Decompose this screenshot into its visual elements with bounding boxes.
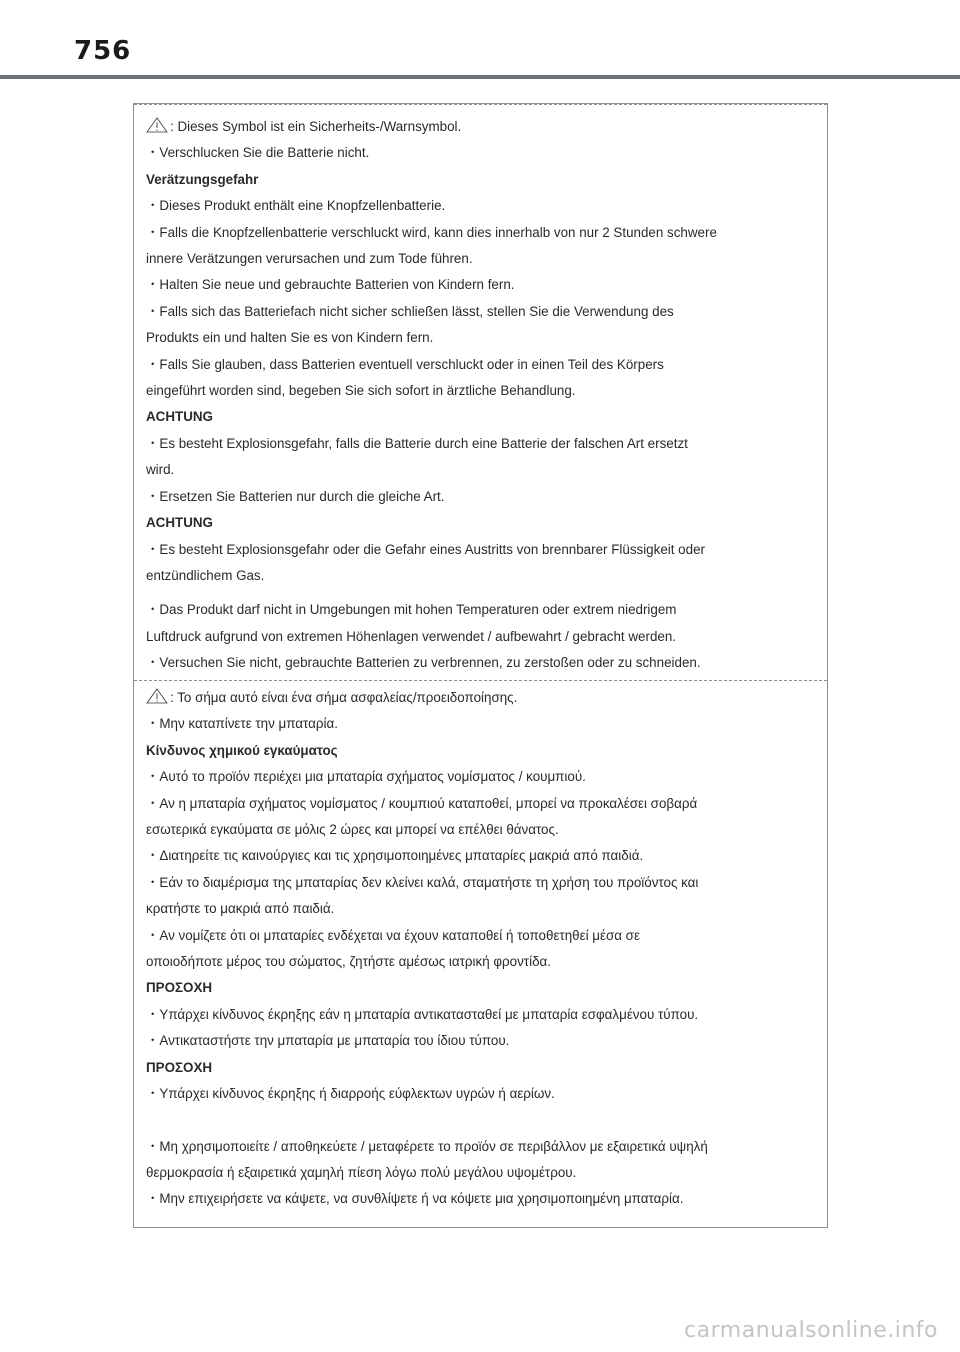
greek-line: ・Εάν το διαμέρισμα της μπαταρίας δεν κλείνει καλά, σταματήστε τη χρήση του προϊόντος και [146,874,699,890]
german-warning-section [146,114,813,677]
header-divider [0,75,960,79]
german-line: eingeführt worden sind, begeben Sie sich sofort in ärztliche Behandlung. [146,383,576,399]
footer-watermark: carmanualsonline.info [684,1318,938,1343]
warning-triangle-icon [146,117,168,133]
greek-heading: ΠΡΟΣΟΧΗ [146,980,213,996]
german-line: ・Es besteht Explosionsgefahr, falls die Batterie durch eine Batterie der falschen Art ersetzt [146,435,688,451]
battery-warning-box [133,103,828,1228]
german-line: Produkts ein und halten Sie es von Kindern fern. [146,330,434,346]
top-dashed-divider [134,104,827,105]
german-heading: Verätzungsgefahr [146,171,259,187]
german-line: Luftdruck aufgrund von extremen Höhenlagen verwendet / aufbewahrt / gebracht werden. [146,628,677,644]
german-line: ・Falls sich das Batteriefach nicht sicher schließen lässt, stellen Sie die Verwendung des [146,303,674,319]
greek-heading: Κίνδυνος χημικού εγκαύματος [146,742,338,758]
greek-heading: ΠΡΟΣΟΧΗ [146,1059,213,1075]
german-line: ・Es besteht Explosionsgefahr oder die Gefahr eines Austritts von brennbarer Flüssigkeit oder [146,541,705,557]
greek-line: εσωτερικά εγκαύματα σε μόλις 2 ώρες και μπορεί να επέλθει θάνατος. [146,822,559,838]
german-line: ・Das Produkt darf nicht in Umgebungen mit hohen Temperaturen oder extrem niedrigem [146,602,677,618]
page-number: 756 [74,36,132,66]
greek-line: ・Υπάρχει κίνδυνος έκρηξης εάν η μπαταρία αντικατασταθεί με μπαταρία εσφαλμένου τύπου. [146,1006,699,1022]
greek-line: ・Μην επιχειρήσετε να κάψετε, να συνθλίψετε ή να κόψετε μια χρησιμοποιημένη μπαταρία. [146,1191,684,1207]
greek-line: ・Υπάρχει κίνδυνος έκρηξης ή διαρροής εύφλεκτων υγρών ή αερίων. [146,1086,555,1102]
greek-line: ・Αν νομίζετε ότι οι μπαταρίες ενδέχεται να έχουν καταποθεί ή τοποθετηθεί μέσα σε [146,927,640,943]
greek-line: ・Αυτό το προϊόν περιέχει μια μπαταρία σχήματος νομίσματος / κουμπιού. [146,769,586,785]
greek-line: ・Μην καταπίνετε την μπαταρία. [146,716,338,732]
german-line: ・Halten Sie neue und gebrauchte Batterien von Kindern fern. [146,277,515,293]
german-line: entzündlichem Gas. [146,567,265,583]
greek-line: ・Αν η μπαταρία σχήματος νομίσματος / κουμπιού καταποθεί, μπορεί να προκαλέσει σοβαρά [146,795,698,811]
german-line: innere Verätzungen verursachen und zum Tode führen. [146,251,473,267]
greek-line: θερμοκρασία ή εξαιρετικά χαμηλή πίεση λόγω πολύ μεγάλου υψομέτρου. [146,1164,577,1180]
greek-warning-section [146,685,813,1213]
german-line: ・Dieses Produkt enthält eine Knopfzellenbatterie. [146,198,446,214]
german-symbol-line: : Dieses Symbol ist ein Sicherheits-/Warnsymbol. [146,114,813,140]
greek-line: ・Αντικαταστήστε την μπαταρία με μπαταρία του ίδιου τύπου. [146,1033,510,1049]
warning-triangle-icon [146,688,168,704]
greek-line: οποιοδήποτε μέρος του σώματος, ζητήστε αμέσως ιατρική φροντίδα. [146,954,551,970]
german-line: ・Falls Sie glauben, dass Batterien eventuell verschluckt oder in einen Teil des Körpers [146,356,664,372]
german-line: ・Verschlucken Sie die Batterie nicht. [146,145,370,161]
greek-line: κρατήστε το μακριά από παιδιά. [146,901,335,917]
german-line: wird. [146,462,175,478]
german-line: ・Versuchen Sie nicht, gebrauchte Batterien zu verbrennen, zu zerstoßen oder zu schneiden. [146,655,701,671]
greek-line: ・Μη χρησιμοποιείτε / αποθηκεύετε / μεταφέρετε το προϊόν σε περιβάλλον με εξαιρετικά υψηλή [146,1138,708,1154]
german-line: ・Falls die Knopfzellenbatterie verschluckt wird, kann dies innerhalb von nur 2 Stunden schwere [146,224,717,240]
german-heading: ACHTUNG [146,515,213,531]
spacer [146,1108,813,1134]
greek-line: ・Διατηρείτε τις καινούργιες και τις χρησιμοποιημένες μπαταρίες μακριά από παιδιά. [146,848,644,864]
german-line: ・Ersetzen Sie Batterien nur durch die gleiche Art. [146,488,445,504]
middle-dashed-divider [134,680,827,681]
spacer [146,589,813,597]
greek-symbol-line: : Το σήμα αυτό είναι ένα σήμα ασφαλείας/προειδοποίησης. [146,685,813,711]
german-heading: ACHTUNG [146,409,213,425]
